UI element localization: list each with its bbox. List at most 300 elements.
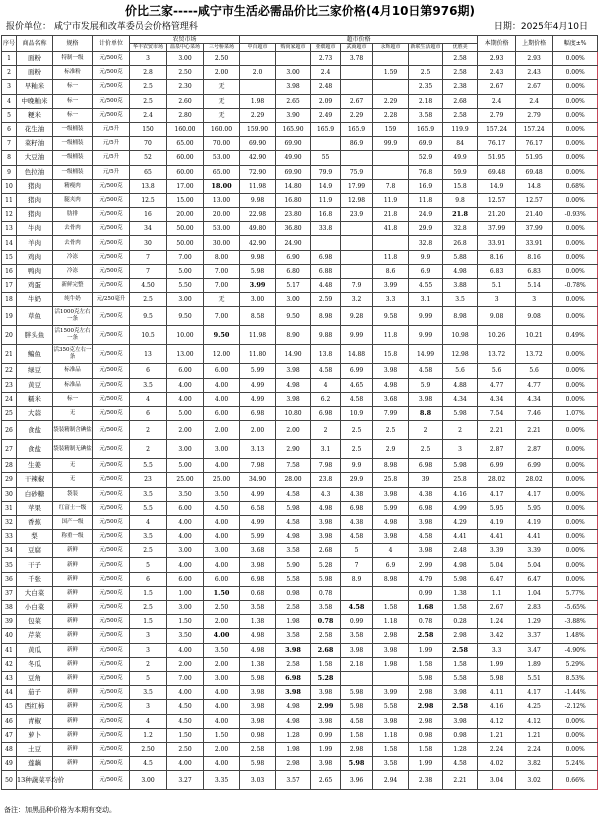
row-number: 31 — [2, 501, 17, 515]
market-price: 13.8 — [130, 179, 167, 193]
item-name: 猪肉 — [17, 179, 53, 193]
table-row — [2, 421, 598, 440]
market-price: 65 — [130, 165, 167, 179]
previous-price: 3.02 — [516, 771, 553, 790]
market-price: 4.00 — [204, 378, 240, 392]
current-price: 1.24 — [478, 615, 516, 629]
market-price: 8.9 — [341, 572, 373, 586]
market-price: 3.1 — [311, 440, 341, 459]
item-unit: 元/500克 — [93, 378, 130, 392]
change-percent: 0.00% — [553, 108, 598, 122]
current-price: 2.79 — [478, 108, 516, 122]
item-spec: 新鲜 — [53, 714, 93, 728]
market-price: 6.88 — [311, 264, 341, 278]
item-unit: 元/500克 — [93, 326, 130, 345]
previous-price: 33.91 — [516, 236, 553, 250]
change-percent: 0.00% — [553, 473, 598, 487]
market-price: 9.9 — [409, 250, 443, 264]
market-price: 4 — [130, 515, 167, 529]
market-price: 7.00 — [167, 250, 204, 264]
item-spec: 一级桶装 — [53, 137, 93, 151]
market-price — [341, 236, 373, 250]
current-price: 2.43 — [478, 66, 516, 80]
table-row — [2, 222, 598, 236]
market-price: 5.98 — [443, 406, 478, 420]
current-price: 2.4 — [478, 94, 516, 108]
row-number: 8 — [2, 151, 17, 165]
market-price: 2.5 — [130, 601, 167, 615]
current-price: 37.99 — [478, 222, 516, 236]
previous-price: 76.17 — [516, 137, 553, 151]
market-price: 2.98 — [276, 757, 311, 771]
previous-price: 13.72 — [516, 345, 553, 364]
table-row — [2, 643, 598, 657]
table-row — [2, 714, 598, 728]
market-price: 12.98 — [443, 345, 478, 364]
market-price: 25.00 — [167, 473, 204, 487]
market-price: 6.98 — [409, 459, 443, 473]
market-price: 2.00 — [276, 421, 311, 440]
current-price: 13.72 — [478, 345, 516, 364]
item-name: 鸡蛋 — [17, 279, 53, 293]
market-price: 12.00 — [204, 345, 240, 364]
market-price: 3.68 — [240, 544, 276, 558]
change-percent: 0.00% — [553, 94, 598, 108]
market-price: 2.58 — [443, 700, 478, 714]
item-unit: 元/500克 — [93, 728, 130, 742]
previous-price: 5.95 — [516, 501, 553, 515]
market-price: 2.00 — [204, 615, 240, 629]
item-name: 干子 — [17, 558, 53, 572]
market-price: 2 — [311, 421, 341, 440]
market-price: 2.00 — [204, 657, 240, 671]
change-percent: 0.00% — [553, 530, 598, 544]
row-number: 25 — [2, 406, 17, 420]
row-number: 39 — [2, 615, 17, 629]
row-number: 46 — [2, 714, 17, 728]
market-price: 6.90 — [276, 250, 311, 264]
market-price: 2.58 — [240, 742, 276, 756]
table-row — [2, 392, 598, 406]
header-no: 序号 — [2, 36, 17, 52]
market-price: 2.58 — [443, 643, 478, 657]
market-price: 41.8 — [373, 222, 409, 236]
market-price: 4.58 — [276, 487, 311, 501]
change-percent: 0.00% — [553, 501, 598, 515]
market-price: 9.99 — [409, 307, 443, 326]
change-percent: 0.00% — [553, 66, 598, 80]
item-name: 猪肉 — [17, 193, 53, 207]
market-price: 7 — [341, 558, 373, 572]
previous-price: 157.24 — [516, 122, 553, 136]
market-price: 6.9 — [373, 558, 409, 572]
previous-price: 10.21 — [516, 326, 553, 345]
previous-price: 1.29 — [516, 615, 553, 629]
item-unit: 元/500克 — [93, 473, 130, 487]
market-price: 3.57 — [276, 771, 311, 790]
market-price: 4.00 — [204, 629, 240, 643]
market-price: 18.00 — [204, 179, 240, 193]
market-price: 30 — [130, 236, 167, 250]
market-price: 6.98 — [341, 501, 373, 515]
market-price: 1.50 — [167, 615, 204, 629]
market-price: 3.98 — [373, 714, 409, 728]
row-number: 43 — [2, 671, 17, 685]
market-price: 8.98 — [311, 307, 341, 326]
market-price: 4.00 — [204, 686, 240, 700]
market-price: 3.00 — [167, 440, 204, 459]
market-price: 14.80 — [276, 179, 311, 193]
market-price — [240, 80, 276, 94]
table-row — [2, 406, 598, 420]
market-price: 5.00 — [167, 459, 204, 473]
current-price: 6.99 — [478, 459, 516, 473]
market-price: 2.0 — [240, 66, 276, 80]
item-unit: 元/500克 — [93, 515, 130, 529]
item-name: 西红柿 — [17, 700, 53, 714]
market-price — [373, 52, 409, 66]
item-unit: 元/500克 — [93, 406, 130, 420]
market-price: 0.98 — [276, 586, 311, 600]
market-price: 1.58 — [311, 657, 341, 671]
item-unit: 元/500克 — [93, 629, 130, 643]
market-price — [341, 80, 373, 94]
market-price: 1.98 — [276, 615, 311, 629]
market-price: 4.00 — [204, 700, 240, 714]
market-price: 3.98 — [311, 515, 341, 529]
market-price: 5.98 — [341, 700, 373, 714]
market-price: 5.99 — [240, 530, 276, 544]
market-price: 8.98 — [373, 572, 409, 586]
market-price: 8.58 — [240, 307, 276, 326]
market-price: 1.99 — [311, 742, 341, 756]
market-price: 3.5 — [443, 293, 478, 307]
market-price: 3.98 — [373, 364, 409, 378]
previous-price: 3.47 — [516, 643, 553, 657]
change-percent: 0.00% — [553, 572, 598, 586]
market-price: 17.00 — [167, 179, 204, 193]
market-price: 11.98 — [240, 326, 276, 345]
item-name: 粳米 — [17, 108, 53, 122]
item-spec: 一级桶装 — [53, 122, 93, 136]
market-price: 3.00 — [130, 771, 167, 790]
current-price: 4.77 — [478, 378, 516, 392]
market-price: 3.98 — [311, 530, 341, 544]
market-price: 4.34 — [443, 392, 478, 406]
current-price: 157.24 — [478, 122, 516, 136]
market-price: 2.8 — [130, 66, 167, 80]
market-price: 65.00 — [167, 137, 204, 151]
row-number: 50 — [2, 771, 17, 790]
row-number: 36 — [2, 572, 17, 586]
item-unit: 元/500克 — [93, 544, 130, 558]
market-price: 15.8 — [373, 345, 409, 364]
item-unit: 元/500克 — [93, 236, 130, 250]
market-price — [373, 80, 409, 94]
market-price: 5.17 — [276, 279, 311, 293]
market-price: 4.65 — [341, 378, 373, 392]
market-price: 3.98 — [240, 714, 276, 728]
table-row — [2, 122, 598, 136]
item-unit: 元/500克 — [93, 757, 130, 771]
item-name: 面粉 — [17, 52, 53, 66]
market-price: 15.8 — [443, 179, 478, 193]
change-percent: 0.00% — [553, 544, 598, 558]
change-percent: 0.00% — [553, 122, 598, 136]
market-price: 3.58 — [373, 757, 409, 771]
market-price: 5.90 — [276, 558, 311, 572]
change-percent: 0.00% — [553, 421, 598, 440]
market-price: 1.59 — [373, 66, 409, 80]
item-name: 鳊鱼 — [17, 345, 53, 364]
market-price: 0.99 — [409, 586, 443, 600]
market-price: 5.98 — [409, 671, 443, 685]
previous-price: 4.17 — [516, 487, 553, 501]
market-price: 2.98 — [341, 742, 373, 756]
item-spec: 活1500克左右一条 — [53, 326, 93, 345]
market-price: 2.5 — [130, 293, 167, 307]
market-price: 2.4 — [130, 108, 167, 122]
market-price: 4.99 — [240, 378, 276, 392]
market-price: 2.58 — [443, 66, 478, 80]
current-price: 76.17 — [478, 137, 516, 151]
market-price: 2.18 — [409, 94, 443, 108]
market-price: 1.5 — [130, 615, 167, 629]
item-spec: 标一 — [53, 392, 93, 406]
market-price: 32.8 — [443, 222, 478, 236]
change-percent: 0.00% — [553, 250, 598, 264]
market-price: 1.68 — [409, 601, 443, 615]
market-price: 10.98 — [443, 326, 478, 345]
market-price: 3.99 — [373, 686, 409, 700]
market-price: 6.00 — [204, 406, 240, 420]
market-price — [341, 264, 373, 278]
previous-price: 6.83 — [516, 264, 553, 278]
market-price: 4.00 — [204, 392, 240, 406]
market-price: 6.98 — [409, 501, 443, 515]
previous-price: 69.48 — [516, 165, 553, 179]
change-percent: 1.07% — [553, 406, 598, 420]
market-price: 7.00 — [167, 671, 204, 685]
table-row — [2, 686, 598, 700]
market-price: 1.00 — [167, 586, 204, 600]
market-price: 4.00 — [167, 530, 204, 544]
item-name: 绿豆 — [17, 364, 53, 378]
change-percent: 0.00% — [553, 558, 598, 572]
market-price: 3.68 — [373, 392, 409, 406]
market-price: 26.8 — [443, 236, 478, 250]
item-name: 食盐 — [17, 440, 53, 459]
item-unit: 元/5升 — [93, 151, 130, 165]
market-price: 12.98 — [341, 193, 373, 207]
table-row — [2, 151, 598, 165]
item-name: 中晚籼米 — [17, 94, 53, 108]
current-price: 69.48 — [478, 165, 516, 179]
market-price: 2 — [130, 421, 167, 440]
market-price: 1.58 — [443, 657, 478, 671]
item-unit: 元/500克 — [93, 771, 130, 790]
change-percent: -3.88% — [553, 615, 598, 629]
market-price: 1.98 — [240, 94, 276, 108]
market-price: 4.00 — [167, 558, 204, 572]
market-price: 59.9 — [443, 165, 478, 179]
change-percent: 0.00% — [553, 440, 598, 459]
market-price — [341, 151, 373, 165]
market-price: 5.00 — [167, 406, 204, 420]
item-unit: 元/500克 — [93, 193, 130, 207]
header-farm-markets: 农贸市场 — [130, 36, 240, 44]
market-price: 1.38 — [240, 615, 276, 629]
current-price: 4.34 — [478, 392, 516, 406]
market-price: 21.8 — [443, 208, 478, 222]
market-price: 9.8 — [443, 193, 478, 207]
current-price: 2.87 — [478, 440, 516, 459]
market-price: 8.98 — [373, 459, 409, 473]
change-percent: 0.00% — [553, 264, 598, 278]
previous-price: 2.43 — [516, 66, 553, 80]
market-price: 6.58 — [240, 501, 276, 515]
row-number: 32 — [2, 515, 17, 529]
market-price: 2.5 — [341, 440, 373, 459]
row-number: 16 — [2, 264, 17, 278]
market-price: 160.00 — [204, 122, 240, 136]
market-price: 2.50 — [167, 66, 204, 80]
market-price: 119.9 — [443, 122, 478, 136]
market-price: 3.98 — [276, 364, 311, 378]
item-name: 苹果 — [17, 501, 53, 515]
market-price: 2.29 — [341, 108, 373, 122]
market-price: 13.8 — [311, 345, 341, 364]
market-price: 2.48 — [311, 80, 341, 94]
market-price: 5.98 — [240, 264, 276, 278]
market-price: 36.80 — [276, 222, 311, 236]
table-row — [2, 459, 598, 473]
market-price: 3.58 — [311, 601, 341, 615]
market-price: 9.98 — [240, 250, 276, 264]
item-name: 牛奶 — [17, 293, 53, 307]
market-price: 3 — [130, 643, 167, 657]
market-price: 1.50 — [204, 586, 240, 600]
previous-price: 4.41 — [516, 530, 553, 544]
market-price: 5.58 — [276, 572, 311, 586]
item-spec: 无 — [53, 459, 93, 473]
item-spec: 标一 — [53, 80, 93, 94]
previous-price: 28.02 — [516, 473, 553, 487]
market-price: 5 — [130, 558, 167, 572]
market-price: 11.8 — [373, 326, 409, 345]
item-unit: 元/500克 — [93, 179, 130, 193]
market-price: 6.99 — [341, 364, 373, 378]
market-price: 150 — [130, 122, 167, 136]
market-price: 4.98 — [276, 530, 311, 544]
header-unit: 计价单位 — [93, 36, 130, 52]
item-unit: 元/500克 — [93, 615, 130, 629]
market-price: 3.98 — [409, 544, 443, 558]
row-number: 4 — [2, 94, 17, 108]
item-spec: 新鲜 — [53, 643, 93, 657]
item-spec: 新鲜 — [53, 586, 93, 600]
current-price: 5.6 — [478, 364, 516, 378]
item-name: 豆腐 — [17, 544, 53, 558]
item-spec: 标一 — [53, 94, 93, 108]
row-number: 38 — [2, 601, 17, 615]
market-price: 5.00 — [167, 264, 204, 278]
row-number: 21 — [2, 345, 17, 364]
item-spec: 特制一级 — [53, 52, 93, 66]
item-spec: 肋排 — [53, 208, 93, 222]
market-price: 32.8 — [409, 236, 443, 250]
item-unit: 元/5升 — [93, 165, 130, 179]
change-percent: 0.00% — [553, 392, 598, 406]
market-price: 11.8 — [373, 250, 409, 264]
market-price: 4.41 — [443, 530, 478, 544]
market-price: 84 — [443, 137, 478, 151]
previous-price: 4.19 — [516, 515, 553, 529]
item-spec: 袋装精制含碘盐 — [53, 421, 93, 440]
market-price: 5.98 — [443, 459, 478, 473]
previous-price: 12.57 — [516, 193, 553, 207]
market-price: 9.98 — [240, 193, 276, 207]
item-unit: 元/500克 — [93, 94, 130, 108]
change-percent: 0.49% — [553, 326, 598, 345]
market-price: 2.58 — [409, 629, 443, 643]
market-price — [373, 165, 409, 179]
item-spec: 标准品 — [53, 364, 93, 378]
item-unit: 元/500克 — [93, 742, 130, 756]
table-row — [2, 94, 598, 108]
market-price: 1.38 — [240, 657, 276, 671]
row-number: 5 — [2, 108, 17, 122]
item-name: 白砂糖 — [17, 487, 53, 501]
item-spec: 腿夹肉 — [53, 193, 93, 207]
table-row — [2, 572, 598, 586]
current-price: 21.20 — [478, 208, 516, 222]
market-price: 4.00 — [204, 558, 240, 572]
change-percent: 0.00% — [553, 193, 598, 207]
table-row — [2, 671, 598, 685]
market-price: 3.98 — [373, 487, 409, 501]
market-price: 25.8 — [443, 473, 478, 487]
market-price: 23.80 — [276, 208, 311, 222]
market-price: 2.60 — [167, 94, 204, 108]
current-price: 33.91 — [478, 236, 516, 250]
row-number: 9 — [2, 165, 17, 179]
item-spec: 去骨肉 — [53, 222, 93, 236]
change-percent: 0.00% — [553, 165, 598, 179]
item-name: 早籼米 — [17, 80, 53, 94]
item-name: 黄瓜 — [17, 643, 53, 657]
market-price: 2.50 — [204, 52, 240, 66]
market-price: 1.18 — [373, 615, 409, 629]
market-price: 3.2 — [341, 293, 373, 307]
change-percent: 0.00% — [553, 307, 598, 326]
table-row — [2, 250, 598, 264]
market-price: 4.58 — [276, 515, 311, 529]
previous-price: 4.12 — [516, 714, 553, 728]
market-price: 5.99 — [373, 501, 409, 515]
previous-price: 3.37 — [516, 629, 553, 643]
previous-price: 14.8 — [516, 179, 553, 193]
market-price: 3 — [130, 629, 167, 643]
previous-price: 2.24 — [516, 742, 553, 756]
market-price: 1.99 — [409, 643, 443, 657]
previous-price: 7.46 — [516, 406, 553, 420]
market-price: 3.5 — [130, 686, 167, 700]
market-price: 7.99 — [373, 406, 409, 420]
market-price: 29.9 — [409, 222, 443, 236]
row-number: 24 — [2, 392, 17, 406]
header-supermarkets: 超市价格 — [240, 36, 478, 44]
